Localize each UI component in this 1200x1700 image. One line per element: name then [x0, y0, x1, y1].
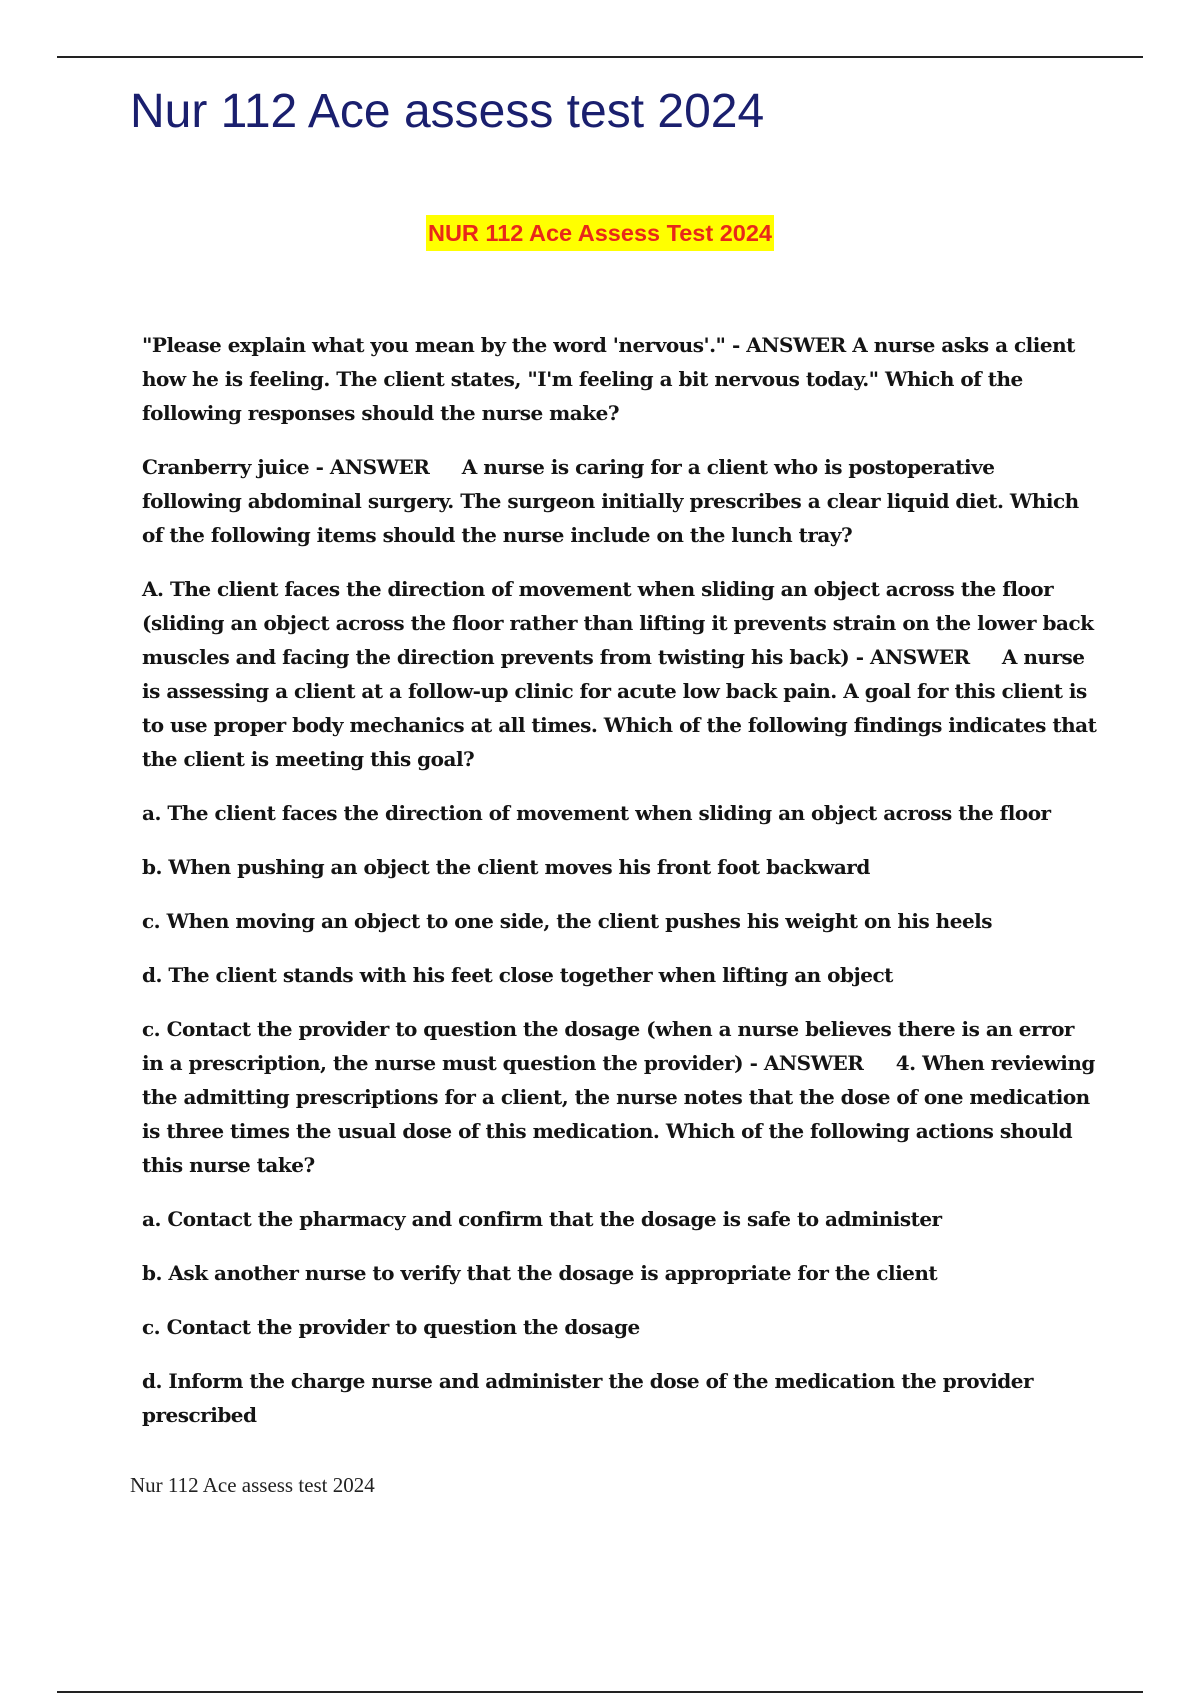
- highlighted-heading-wrapper: [0, 215, 1200, 251]
- highlighted-heading: NUR 112 Ace Assess Test 2024: [426, 215, 774, 251]
- option-b-body-mechanics: b. When pushing an object the client moves his front foot backward: [142, 855, 870, 879]
- option-a-dosage: a. Contact the pharmacy and confirm that the dosage is safe to administer: [142, 1207, 942, 1231]
- top-divider: [57, 56, 1143, 58]
- option-a-body-mechanics: a. The client faces the direction of movement when sliding an object across the floor: [142, 801, 1051, 825]
- qa-paragraph-2: Cranberry juice - ANSWER A nurse is caring for a client who is postoperative following abdominal surgery. The surgeon initially prescribes a clear liquid diet. Which of the following items should the nurse include on the lunch tray?: [142, 455, 1086, 547]
- option-c-dosage: c. Contact the provider to question the dosage: [142, 1315, 640, 1339]
- option-b-dosage: b. Ask another nurse to verify that the dosage is appropriate for the client: [142, 1261, 938, 1285]
- page-footer: Nur 112 Ace assess test 2024: [130, 1473, 375, 1497]
- bottom-divider: [57, 1691, 1143, 1693]
- document-title: Nur 112 Ace assess test 2024: [130, 85, 765, 138]
- qa-paragraph-4: c. Contact the provider to question the dosage (when a nurse believes there is an error in a prescription, the nurse must question the provider) - ANSWER 4. When reviewing the admitting prescriptions for a client, the nurse notes that the dose of one medication is three times the usual dose of this medication. Which of the following actions should this nurse take?: [142, 1017, 1102, 1177]
- qa-paragraph-1: "Please explain what you mean by the word 'nervous'." - ANSWER A nurse asks a client how he is feeling. The client states, "I'm feeling a bit nervous today." Which of the following responses should the nurse make?: [142, 333, 1082, 425]
- option-c-body-mechanics: c. When moving an object to one side, the client pushes his weight on his heels: [142, 909, 993, 933]
- option-d-body-mechanics: d. The client stands with his feet close together when lifting an object: [142, 963, 893, 987]
- document-body: [142, 328, 1103, 1452]
- qa-paragraph-3: A. The client faces the direction of movement when sliding an object across the floor (sliding an object across the floor rather than lifting it prevents strain on the lower back muscles and facing the direction prevents from twisting his back) - ANSWER A nurse is assessing a client at a follow-up clinic for acute low back pain. A goal for this client is to use proper body mechanics at all times. Which of the following findings indicates that the client is meeting this goal?: [142, 577, 1103, 771]
- option-d-dosage: d. Inform the charge nurse and administer the dose of the medication the provider prescribed: [142, 1369, 1040, 1427]
